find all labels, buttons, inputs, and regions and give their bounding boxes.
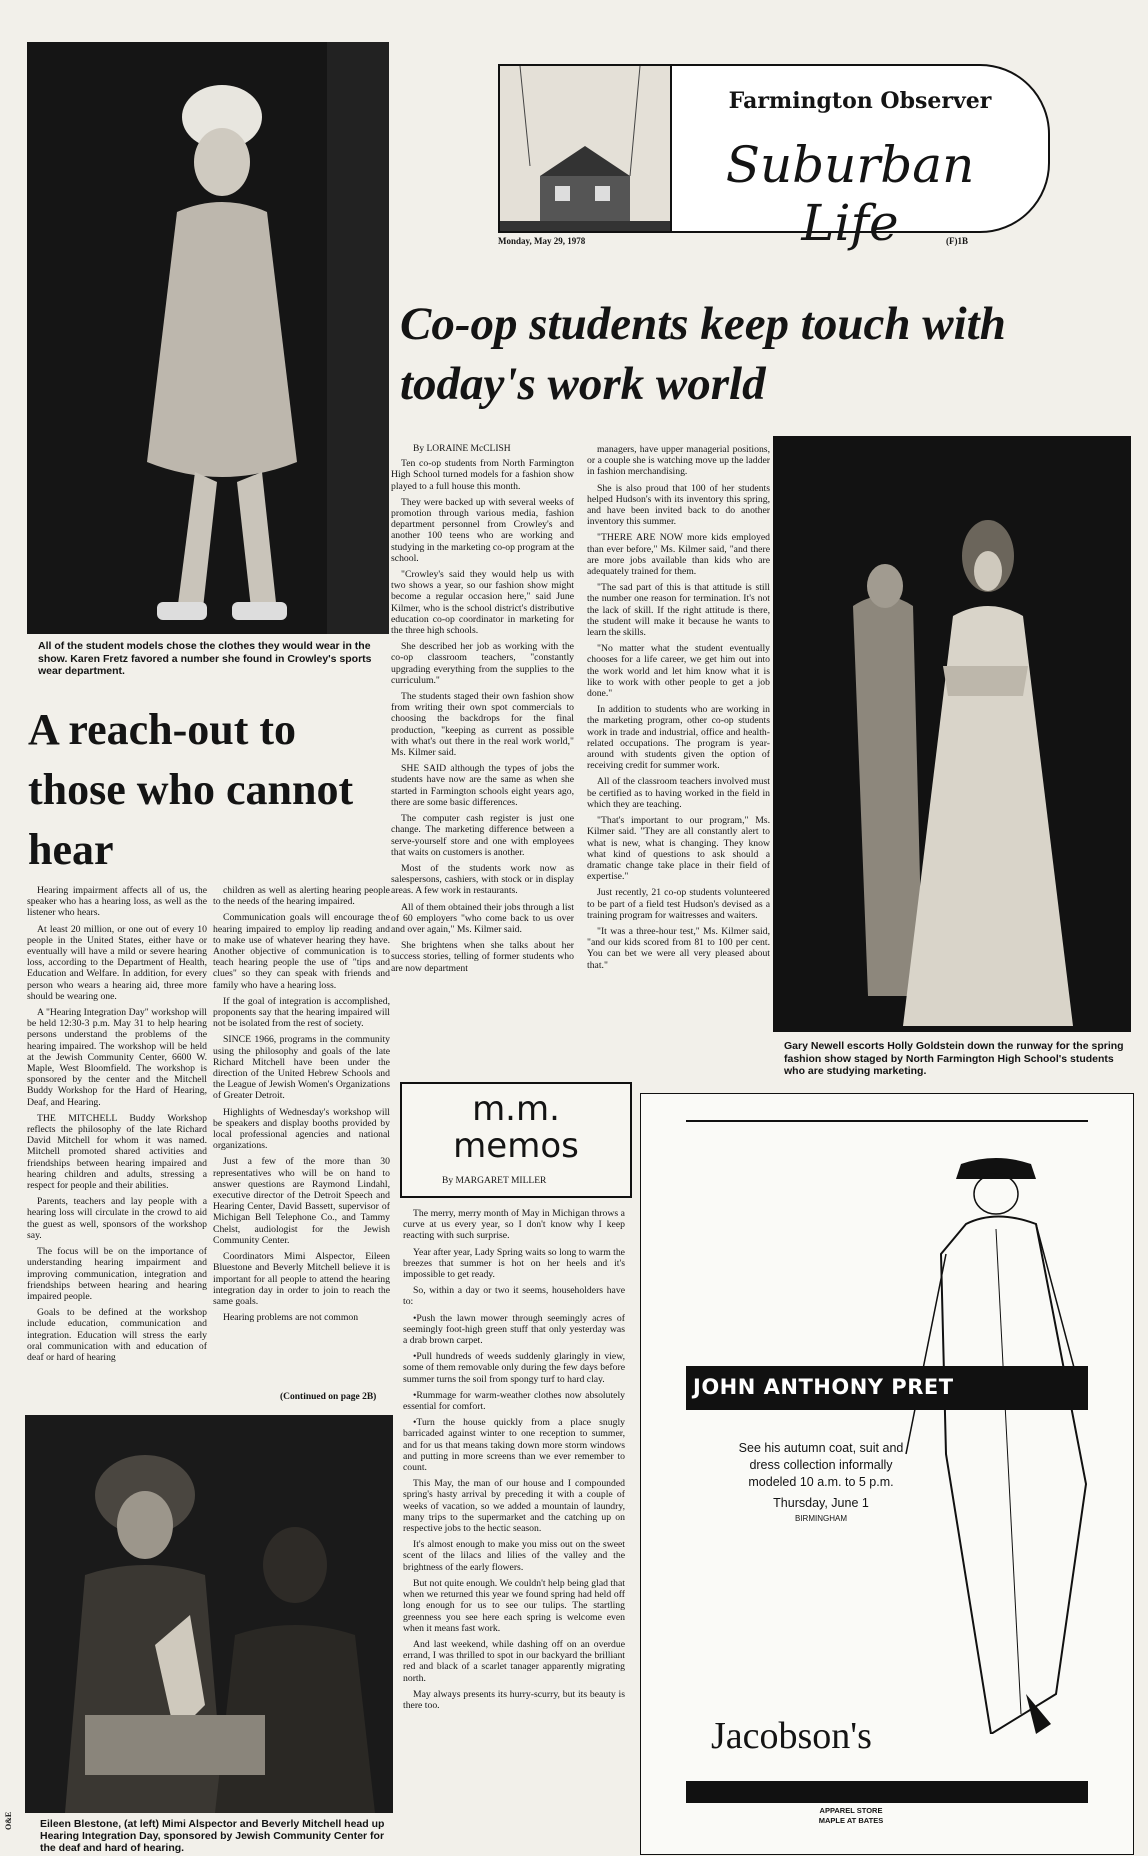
runway-couple-illustration xyxy=(773,436,1131,1032)
coop-paragraph: Most of the students work now as salespersons, cashiers, with stock or in display areas. A few work in restaurants. xyxy=(391,862,574,897)
coop-paragraph: "It was a three-hour test," Ms. Kilmer said, "and our kids scored from 81 to 100 per cent. You can bet we were all very pleased about that." xyxy=(587,925,770,971)
coop-paragraph: SHE SAID although the types of jobs the students have now are the same as when she started in Farmington schools eight years ago, there are some basic differences. xyxy=(391,763,574,808)
memos-paragraph: But not quite enough. We couldn't help being glad that when we returned this year we found spring had held off long enough for us to see our tulips. The startling greenness you see here each spring is welcome even when it means fast work. xyxy=(403,1577,625,1634)
ad-footer-bar xyxy=(686,1781,1088,1803)
hearing-column-2 xyxy=(213,885,390,1395)
coop-paragraph: She described her job as working with the co-op classroom teachers, "constantly upgrading everything from the supplies to the curriculum." xyxy=(391,641,574,686)
hearing-paragraph: THE MITCHELL Buddy Workshop reflects the philosophy of the late Richard David Mitchell for whom it was named. Mitchell promoted shared activities and friendships between hearing impaired and hearing children and adults, stressing a respect for people and their abilities. xyxy=(27,1112,207,1192)
coop-byline: By LORAINE McCLISH xyxy=(413,444,511,454)
photo-hearing-coordinators xyxy=(25,1415,393,1813)
hearing-paragraph: Just a few of the more than 30 representatives who will be on hand to answer questions are Raymond Lindahl, executive director of the Detroit Speech and Hearing Center, David Bassett, supervisor of Michigan Bell Telephone Co., and Tammy Chelst, audiologist for the Jewish Community Center. xyxy=(213,1156,390,1246)
hearing-column-1 xyxy=(27,885,207,1410)
hearing-paragraph: Parents, teachers and lay people with a hearing loss will circulate in the crowd to aid the guest as well, sponsors of the workshop say. xyxy=(27,1196,207,1241)
hearing-paragraph: Highlights of Wednesday's workshop will be speakers and display booths provided by local professional agencies and national organizations. xyxy=(213,1106,390,1152)
hearing-paragraph: Communication goals will encourage the hearing impaired to employ lip reading and to make use of whatever hearing they have. Another objective of communication is to teach hearing people the use of "tips and clues" so they can speak with friends and family who have a hearing loss. xyxy=(213,912,390,991)
ad-store-name: Jacobson's xyxy=(711,1715,872,1757)
hearing-paragraph: A "Hearing Integration Day" workshop will be held 12:30-3 p.m. May 31 to help hearing persons understand the problems of the hearing impaired. The workshop will be held at the Jewish Community Center, 6600 W. Maple, West Bloomfield. The workshop is sponsored by the center and the Mitchell Buddy Workshop for the Hard of Hearing, Deaf, and Hearing. xyxy=(27,1007,207,1108)
ad-line-2: dress collection informally xyxy=(749,1458,893,1472)
memos-paragraph: •Push the lawn mower through seemingly acres of seemingly foot-high green stuff that only yesterday was a drab brown carpet. xyxy=(403,1312,625,1347)
hearing-paragraph: At least 20 million, or one out of every 10 people in the United States, either have or eventually will have a mild or severe hearing loss, according to the Department of Health, Education and Welfare. In addition, for every person who wears a hearing aid, three more should be wearing one. xyxy=(27,923,207,1002)
coop-paragraph: "Crowley's said they would help us with two shows a year, so our fashion show might become a regular occasion here," said June Kilmer, who is the school district's distributive education co-op coordinator in marketing for the three high schools. xyxy=(391,569,574,637)
model-figure-illustration xyxy=(27,42,389,634)
coop-paragraph: In addition to students who are working in the marketing program, other co-op students work in trade and industrial, office and health-related occupations. The program is year-around with students given the option of receiving credit for summer work. xyxy=(587,704,770,772)
ad-footer-line-1: APPAREL STORE xyxy=(819,1806,883,1815)
coop-paragraph: Just recently, 21 co-op students volunteered to be part of a field test Hudson's devised as a training program for waitresses and waiters. xyxy=(587,887,770,921)
masthead-page-number: (F)1B xyxy=(946,236,968,246)
hearing-paragraph: The focus will be on the importance of understanding hearing impairment and improving communication, integration and friendships between hearing and hearing impaired people. xyxy=(27,1246,207,1302)
ad-event-date: Thursday, June 1 xyxy=(773,1496,869,1510)
coop-paragraph: All of the classroom teachers involved must be certified as to having worked in the field in which they are teaching. xyxy=(587,776,770,810)
memos-title-line2: memos xyxy=(453,1126,579,1166)
coop-paragraph: "The sad part of this is that attitude is still the number one reason for termination. It's not the lack of skill. If the right attitude is there, the student will make it because he wants to learn the skills. xyxy=(587,582,770,639)
memos-paragraph: •Turn the house quickly from a place snugly barricaded against winter to one reception to summer, and for us that means taking down more storm windows and putting in more screens than we ever remember to count. xyxy=(403,1417,625,1474)
coop-headline: Co-op students keep touch with today's work world xyxy=(400,298,1006,410)
hearing-paragraph: Coordinators Mimi Alspector, Eileen Bluestone and Beverly Mitchell believe it is important for all people to attend the hearing integration day in order to join to reach the same goals. xyxy=(213,1251,390,1307)
ad-top-rule xyxy=(686,1120,1088,1122)
ad-line-3: modeled 10 a.m. to 5 p.m. xyxy=(748,1475,894,1489)
coop-paragraph: The computer cash register is just one change. The marketing difference between a serve-yourself store and one with employees that waits on customers is another. xyxy=(391,813,574,858)
photo-caption-bottom-left: Eileen Blestone, (at left) Mimi Alspector and Beverly Mitchell head up Hearing Integration Day, sponsored by Jewish Community Center for the deaf and hard of hearing. xyxy=(40,1818,385,1854)
coop-paragraph: Ten co-op students from North Farmington High School turned models for a fashion show played to a full house this month. xyxy=(391,458,574,492)
hearing-paragraph: Hearing problems are not common xyxy=(223,1312,359,1324)
ad-event-city: BIRMINGHAM xyxy=(795,1514,847,1523)
coop-column-1 xyxy=(391,444,574,1074)
coop-paragraph: The students staged their own fashion show from writing their own spot commercials to choosing the backdrops for the final production, "keeping as current as possible with what's out there in the real work world," Ms. Kilmer said. xyxy=(391,691,574,759)
ad-line-1: See his autumn coat, suit and xyxy=(738,1441,904,1455)
photo-karen-fretz xyxy=(27,42,389,634)
jacobsons-advertisement xyxy=(640,1093,1134,1855)
memos-paragraph: Year after year, Lady Spring waits so long to warm the breezes that summer is hot on her heels and it's impossible to get ready. xyxy=(403,1246,625,1281)
house-illustration xyxy=(500,66,670,231)
masthead-paper-name: Farmington Observer xyxy=(728,88,992,114)
hearing-headline: A reach-out to those who cannot hear xyxy=(28,705,354,874)
memos-paragraph: •Rummage for warm-weather clothes now absolutely essential for comfort. xyxy=(403,1389,625,1413)
coop-paragraph: "THERE ARE NOW more kids employed than ever before," Ms. Kilmer said, "and there are more jobs available than kids who are adequately trained for them. xyxy=(587,532,770,578)
coop-paragraph: All of them obtained their jobs through a list of 60 employers "who come back to us over and over again," Ms. Kilmer said. xyxy=(391,901,574,935)
coordinators-illustration xyxy=(25,1415,393,1813)
coop-column-2 xyxy=(587,444,770,1074)
memos-title-line1: m.m. xyxy=(472,1089,560,1129)
masthead-section-title: Suburban Life xyxy=(725,136,975,252)
coop-paragraph: She brightens when she talks about her success stories, telling of former students who are now department xyxy=(391,940,574,974)
coop-paragraph: managers, have upper managerial positions, or a couple she is watching move up the ladder in fashion merchandising. xyxy=(587,444,770,478)
memos-paragraph: So, within a day or two it seems, householders have to: xyxy=(403,1285,625,1308)
hearing-paragraph: SINCE 1966, programs in the community using the philosophy and goals of the late Richard Mitchell have been under the direction of the United Hebrew Schools and the League of Jewish Women's Organizations of Greater Detroit. xyxy=(213,1034,390,1102)
memos-paragraph: And last weekend, while dashing off on an overdue errand, I was thrilled to spot in our backyard the brilliant red and black of a scarlet tanager apparently migrating north. xyxy=(403,1638,625,1684)
photo-caption-right: Gary Newell escorts Holly Goldstein down the runway for the spring fashion show staged by North Farmington High School's students who are studying marketing. xyxy=(784,1040,1124,1077)
continued-notice: (Continued on page 2B) xyxy=(280,1392,377,1402)
memos-column xyxy=(403,1208,625,1833)
ad-footer-line-2: MAPLE AT BATES xyxy=(818,1816,884,1825)
coop-paragraph: "No matter what the student eventually chooses for a life career, we get him out into the work world and let him know what it is like to work with other people to get a job done." xyxy=(587,643,770,700)
ad-designer-name: JOHN ANTHONY PRET xyxy=(693,1375,954,1399)
memos-byline: By MARGARET MILLER xyxy=(442,1176,547,1186)
masthead-house-photo xyxy=(500,66,672,231)
photo-caption-top-left: All of the student models chose the clothes they would wear in the show. Karen Fretz favored a number she found in Crowley's sports wear department. xyxy=(38,640,372,677)
memos-paragraph: This May, the man of our house and I compounded spring's hasty arrival by preceding it with a couple of weeks of vacation, so we added a mountain of laundry, many trips to the supermarket and the catching up on respective jobs to the hectic season. xyxy=(403,1478,625,1535)
hearing-paragraph: Hearing impairment affects all of us, the speaker who has a hearing loss, as well as the listener who hears. xyxy=(27,885,207,919)
masthead-date: Monday, May 29, 1978 xyxy=(498,236,586,246)
coop-paragraph: "That's important to our program," Ms. Kilmer said. "They are all constantly alert to what is new, what is changing. They know what kind of questions to ask should a dramatic change take place in their field of expertise." xyxy=(587,815,770,883)
memos-paragraph: •Pull hundreds of weeds suddenly glaringly in view, some of them removable only during the few days before summer turns the soil from spongy turf to hard clay. xyxy=(403,1351,625,1385)
hearing-paragraph: If the goal of integration is accomplished, proponents say that the hearing impaired will not be isolated from the rest of society. xyxy=(213,995,390,1030)
coop-paragraph: She is also proud that 100 of her students helped Hudson's with its inventory this spring, and have been invited back to do another inventory this summer. xyxy=(587,482,770,528)
memos-paragraph: The merry, merry month of May in Michigan throws a curve at us every year, so I don't know why I keep reacting with such surprise. xyxy=(403,1208,625,1242)
photo-runway-couple xyxy=(773,436,1131,1032)
oe-side-mark: O&E xyxy=(4,1811,13,1830)
coop-paragraph: They were backed up with several weeks of promotion through various media, fashion department personnel from Crowley's and another 100 teens who are working and studying in the marketing co-op program at the school. xyxy=(391,496,574,564)
hearing-paragraph: Goals to be defined at the workshop include education, communication and integration. Education will stress the early oral communication with and education of deaf or hard of hearing xyxy=(27,1307,207,1363)
memos-paragraph: May always presents its hurry-scurry, but its beauty is there too. xyxy=(403,1688,625,1711)
memos-title-box xyxy=(400,1082,632,1198)
memos-paragraph: It's almost enough to make you miss out on the sweet scent of the lilacs and lilies of the valley and the brightness of the early flowers. xyxy=(403,1539,625,1573)
hearing-paragraph: children as well as alerting hearing people to the needs of the hearing impaired. xyxy=(213,885,390,908)
